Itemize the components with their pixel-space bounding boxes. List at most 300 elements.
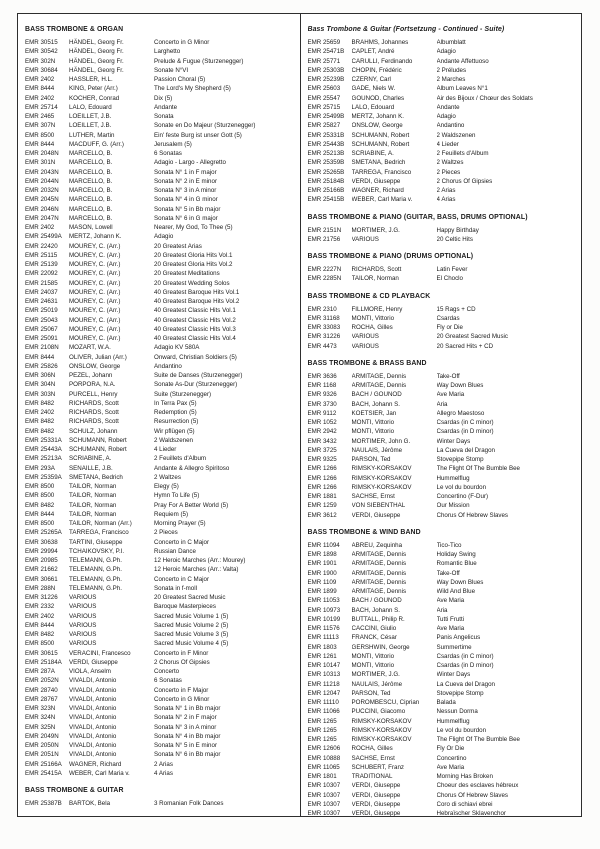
catalog-title: Concerto in C Major [154, 538, 210, 546]
catalog-composer: OLIVER, Julian (Arr.) [69, 353, 127, 361]
catalog-code: EMR 25331A [25, 436, 62, 444]
catalog-composer: BACH / GOUNOD [351, 597, 402, 605]
catalog-code: EMR 25659 [307, 39, 341, 46]
catalog-row [308, 652, 577, 661]
catalog-title: Sonata N° 6 in Bb major [154, 751, 221, 759]
catalog-composer: GOUNOD, Charles [351, 94, 405, 102]
catalog-title: Air des Bijoux / Chœur des Soldats [436, 94, 533, 102]
catalog-row [308, 541, 577, 550]
catalog-title: El Choclo [436, 275, 463, 283]
catalog-title: Sonate As-Dur (Sturzenegger) [154, 381, 238, 389]
catalog-row [308, 578, 577, 587]
catalog-composer: VIVALDI, Antonio [69, 714, 117, 722]
catalog-title: 2 Feuillets d'Album [436, 150, 489, 157]
catalog-title: Sonata N° 5 in E minor [154, 742, 218, 749]
catalog-composer: LUTHER, Martin [69, 131, 115, 139]
catalog-title: Concerto in F Major [154, 686, 209, 694]
catalog-composer: TAILOR, Norman [69, 510, 117, 518]
catalog-title: Elegy (5) [154, 483, 179, 490]
catalog-title: 20 Sacred Hits + CD [436, 342, 494, 350]
catalog-row [25, 445, 295, 454]
catalog-composer: HÄNDEL, Georg Fr. [69, 66, 124, 74]
catalog-title: Concerto in C Major [154, 575, 210, 583]
catalog-title: Sacred Music Volume 3 (5) [154, 631, 229, 638]
catalog-row [25, 251, 295, 260]
catalog-row [25, 473, 295, 482]
catalog-code: EMR 25166B [307, 187, 345, 194]
catalog-row [308, 689, 577, 698]
catalog-title: Sonata in f-moll [154, 584, 197, 592]
catalog-title: Happy Birthday [436, 226, 479, 234]
catalog-row [25, 57, 295, 66]
catalog-composer: SCHUMANN, Robert [69, 446, 127, 453]
catalog-title: Aria [436, 400, 448, 408]
catalog-composer: CARULLI, Ferdinando [351, 57, 413, 65]
catalog-title: Wir pflügen (5) [154, 427, 195, 435]
catalog-composer: TELEMANN, G.Ph. [69, 566, 122, 574]
catalog-row [25, 149, 295, 158]
catalog-composer: MARCELLO, B. [69, 159, 113, 167]
catalog-code: EMR 25184A [25, 658, 62, 666]
catalog-title: Aria [436, 606, 448, 614]
catalog-code: EMR 30638 [25, 538, 58, 546]
catalog-code: EMR 28767 [25, 695, 58, 703]
catalog-code: EMR 4473 [307, 342, 337, 350]
catalog-title: 40 Greatest Classic Hits Vol.4 [154, 335, 236, 342]
catalog-composer: VERDI, Giuseppe [351, 177, 401, 185]
catalog-code: EMR 9112 [307, 409, 337, 417]
catalog-row [25, 630, 295, 639]
catalog-composer: PARSON, Ted [351, 689, 391, 697]
catalog-title: Prelude & Fugue (Sturzenegger) [154, 57, 244, 65]
catalog-title: Tutti Frutti [436, 615, 465, 623]
catalog-code: EMR 1901 [307, 560, 337, 568]
catalog-sheet [17, 13, 582, 817]
catalog-title: Wild And Blue [436, 588, 476, 595]
catalog-title: Choeur des esclaves hébreux [436, 782, 519, 790]
catalog-row [25, 667, 295, 676]
catalog-code: EMR 11113 [307, 634, 339, 642]
catalog-row [25, 704, 295, 713]
catalog-row [25, 612, 295, 621]
catalog-title: 40 Greatest Classic Hits Vol.2 [154, 316, 236, 324]
catalog-row [308, 643, 577, 652]
catalog-code: EMR 304N [25, 381, 56, 389]
catalog-code: EMR 2151N [307, 226, 342, 234]
catalog-row [308, 511, 577, 520]
catalog-code: EMR 11066 [307, 708, 340, 716]
catalog-row [25, 223, 295, 232]
catalog-row [25, 658, 295, 667]
catalog-title: Le vol du bourdon [436, 483, 487, 491]
catalog-row [308, 559, 577, 568]
catalog-code: EMR 2227N [307, 266, 342, 273]
catalog-row [25, 676, 295, 685]
catalog-title: 20 Greatest Wedding Solos [154, 279, 230, 287]
catalog-code: EMR 25265A [25, 529, 62, 537]
catalog-title: Requiem (5) [154, 510, 189, 518]
catalog-row [308, 437, 577, 446]
catalog-code: EMR 8500 [25, 520, 55, 527]
catalog-code: EMR 30515 [25, 39, 58, 46]
catalog-title: 12 Heroic Marches (Arr.: Valta) [154, 566, 239, 574]
catalog-composer: MOUREY, C. (Arr.) [69, 316, 121, 324]
catalog-column-right [300, 14, 582, 816]
catalog-composer: RIMSKY-KORSAKOV [351, 717, 412, 725]
catalog-title: Latin Fever [436, 266, 468, 273]
catalog-title: Pray For A Better World (5) [154, 501, 229, 509]
catalog-title: Sonata N° 2 in F major [154, 714, 217, 722]
catalog-row [308, 492, 577, 501]
catalog-title: 2 Préludes [436, 66, 467, 74]
catalog-code: EMR 307N [25, 122, 56, 130]
catalog-code: EMR 2285N [307, 275, 342, 283]
catalog-title: Concerto in G Minor [154, 695, 210, 703]
catalog-code: EMR 2465 [25, 113, 55, 120]
section-heading: BASS TROMBONE & ORGAN [25, 26, 124, 33]
catalog-row [25, 408, 295, 417]
catalog-code: EMR 31226 [307, 333, 341, 341]
catalog-title: Sonata N° 5 in Bb major [154, 205, 221, 213]
catalog-code: EMR 1265 [307, 736, 337, 743]
catalog-code: EMR 8500 [25, 131, 55, 139]
catalog-code: EMR 2049N [25, 732, 59, 740]
catalog-row [308, 418, 577, 427]
catalog-composer: VIVALDI, Antonio [69, 705, 117, 712]
catalog-title: Morning Has Broken [436, 773, 493, 780]
catalog-row [308, 121, 577, 130]
catalog-composer: VARIOUS [69, 603, 97, 611]
catalog-row [308, 158, 577, 167]
catalog-code: EMR 11576 [307, 625, 340, 632]
catalog-composer: ARMITAGE, Dennis [351, 588, 407, 595]
catalog-code: EMR 325N [25, 723, 56, 731]
catalog-code: EMR 1265 [307, 717, 337, 725]
catalog-row [308, 57, 577, 66]
catalog-code: EMR 25359B [307, 159, 345, 167]
catalog-code: EMR 1265 [307, 726, 337, 734]
catalog-row [308, 381, 577, 390]
catalog-row [308, 474, 577, 483]
catalog-composer: CZERNY, Carl [351, 76, 391, 83]
catalog-code: EMR 2051N [25, 751, 59, 759]
catalog-row [25, 584, 295, 593]
catalog-row [308, 707, 577, 716]
catalog-code: EMR 3612 [307, 511, 337, 519]
catalog-title: Way Down Blues [436, 382, 484, 389]
catalog-row [25, 84, 295, 93]
catalog-composer: MONTI, Vittorio [351, 314, 395, 322]
catalog-row [308, 427, 577, 436]
catalog-title: 6 Sonatas [154, 677, 182, 685]
catalog-code: EMR 2942 [307, 428, 337, 436]
catalog-title: Passion Choral (5) [154, 76, 206, 83]
catalog-composer: TAILOR, Norman [69, 501, 117, 509]
section-heading: BASS TROMBONE & PIANO (DRUMS OPTIONAL) [307, 253, 474, 260]
catalog-composer: SCRIABINE, A. [69, 455, 112, 463]
catalog-row [25, 510, 295, 519]
catalog-code: EMR 29994 [25, 547, 58, 555]
catalog-code: EMR 3636 [307, 372, 337, 380]
catalog-title: Csardas (in C minor) [436, 652, 494, 660]
catalog-row [308, 314, 577, 323]
catalog-title: Winter Days [436, 437, 471, 445]
catalog-code: EMR 1052 [307, 419, 337, 426]
catalog-title: 3 Romanian Folk Dances [154, 800, 224, 807]
catalog-title: 4 Arias [436, 196, 456, 204]
catalog-row [25, 306, 295, 315]
catalog-row [308, 717, 577, 726]
catalog-code: EMR 24631 [25, 298, 58, 305]
catalog-composer: SCHUBERT, Franz [351, 763, 404, 771]
catalog-composer: VIVALDI, Antonio [69, 732, 117, 740]
catalog-composer: SACHSE, Ernst [351, 754, 395, 762]
catalog-composer: MOUREY, C. (Arr.) [69, 251, 121, 259]
catalog-code: EMR 11065 [307, 763, 340, 771]
catalog-composer: MOUREY, C. (Arr.) [69, 335, 121, 342]
catalog-title: Csardas (in D minor) [436, 662, 494, 669]
catalog-composer: TELEMANN, G.Ph. [69, 557, 122, 564]
catalog-title: Adagio KV 580A [154, 344, 200, 352]
catalog-code: EMR 10307 [307, 791, 341, 799]
catalog-row [25, 214, 295, 223]
catalog-code: EMR 22420 [25, 242, 58, 250]
catalog-row [308, 177, 577, 186]
catalog-row [308, 235, 577, 244]
catalog-row [25, 168, 295, 177]
catalog-title: Andante [436, 103, 460, 111]
catalog-composer: BARTOK, Bela [69, 800, 111, 807]
catalog-code: EMR 2052N [25, 677, 59, 685]
catalog-code: EMR 2402 [25, 76, 55, 83]
catalog-row [25, 621, 295, 630]
catalog-code: EMR 1898 [307, 551, 337, 558]
catalog-title: Albumblatt [436, 39, 466, 46]
catalog-composer: SMETANA, Bedrich [69, 473, 123, 481]
catalog-composer: VARIOUS [351, 235, 379, 243]
catalog-composer: ARMITAGE, Dennis [351, 569, 407, 577]
catalog-row [25, 556, 295, 565]
catalog-composer: TAILOR, Norman [351, 275, 399, 283]
catalog-row [308, 47, 577, 56]
catalog-composer: MONTI, Vittorio [351, 662, 395, 669]
catalog-title: Concerto in F Minor [154, 649, 209, 657]
catalog-title: Jerusalem (5) [154, 140, 192, 148]
catalog-row [25, 760, 295, 769]
catalog-row [25, 482, 295, 491]
catalog-code: EMR 25771 [307, 57, 341, 65]
catalog-row [308, 112, 577, 121]
catalog-title: Take-Off [436, 569, 460, 577]
catalog-row [25, 713, 295, 722]
catalog-row [25, 501, 295, 510]
catalog-code: EMR 25499B [307, 113, 345, 120]
catalog-title: 2 Chorus Of Gipsies [154, 658, 210, 666]
catalog-composer: VARIOUS [69, 612, 97, 620]
catalog-composer: VERDI, Giuseppe [351, 511, 401, 519]
catalog-row [25, 371, 295, 380]
catalog-composer: GADE, Niels W. [351, 85, 396, 93]
catalog-title: Album Leaves N°1 [436, 85, 488, 93]
catalog-code: EMR 2310 [307, 305, 337, 313]
catalog-row [25, 436, 295, 445]
catalog-title: Sonata N° 3 in A minor [154, 723, 217, 731]
catalog-title: Sonata N° 1 in F major [154, 168, 217, 176]
catalog-composer: LALO, Edouard [69, 103, 112, 111]
catalog-row [25, 695, 295, 704]
catalog-title: Suite de Danses (Sturzenegger) [154, 372, 243, 379]
catalog-title: Andantino [154, 362, 182, 370]
catalog-row [25, 343, 295, 352]
catalog-code: EMR 1881 [307, 493, 337, 500]
catalog-title: 2 Arias [154, 760, 173, 768]
catalog-composer: PURCELL, Henry [69, 390, 118, 398]
catalog-composer: RICHARDS, Scott [69, 409, 119, 416]
catalog-code: EMR 25265B [307, 168, 345, 176]
catalog-title: Adagio [436, 48, 456, 56]
catalog-title: Fly Or Die [436, 745, 465, 753]
catalog-code: EMR 2044N [25, 177, 59, 185]
catalog-title: Sacred Music Volume 1 (5) [154, 612, 229, 620]
catalog-composer: ROCHA, Gilles [351, 745, 393, 753]
catalog-code: EMR 287A [25, 668, 55, 675]
catalog-code: EMR 303N [25, 390, 56, 398]
catalog-title: The Lord's My Shepherd (5) [154, 85, 231, 93]
catalog-row [308, 698, 577, 707]
catalog-composer: MARCELLO, B. [69, 150, 113, 157]
catalog-code: EMR 1266 [307, 483, 337, 491]
catalog-row [308, 140, 577, 149]
catalog-composer: LOEILLET, J.B. [69, 113, 112, 120]
catalog-row [308, 726, 577, 735]
catalog-row [308, 265, 577, 274]
catalog-row [25, 639, 295, 648]
catalog-row [25, 269, 295, 278]
catalog-code: EMR 2402 [25, 94, 55, 102]
catalog-code: EMR 1266 [307, 474, 337, 482]
catalog-composer: MOUREY, C. (Arr.) [69, 279, 121, 287]
catalog-code: EMR 31226 [25, 594, 58, 601]
catalog-row [308, 735, 577, 744]
catalog-composer: TRADITIONAL [351, 773, 393, 780]
catalog-composer: VERDI, Giuseppe [351, 782, 401, 790]
catalog-row [25, 195, 295, 204]
catalog-title: Dix (5) [154, 94, 173, 102]
catalog-composer: WEBER, Carl Maria v. [351, 196, 413, 204]
catalog-title: Holiday Swing [436, 551, 476, 558]
catalog-composer: RICHARDS, Scott [69, 399, 119, 407]
catalog-title: Andante & Allegro Spiritoso [154, 464, 230, 472]
catalog-code: EMR 8444 [25, 85, 55, 93]
catalog-code: EMR 25827 [307, 122, 341, 130]
catalog-code: EMR 1803 [307, 643, 337, 651]
catalog-composer: TAILOR, Norman [69, 492, 117, 500]
catalog-code: EMR 25443B [307, 140, 345, 148]
catalog-row [308, 464, 577, 473]
catalog-composer: MONTI, Vittorio [351, 419, 395, 426]
catalog-composer: TAILOR, Norman [69, 483, 117, 490]
catalog-composer: TARREGA, Francisco [69, 529, 129, 537]
catalog-row [25, 686, 295, 695]
catalog-code: EMR 25139 [25, 261, 58, 268]
catalog-title: Ave Maria [436, 597, 465, 605]
catalog-composer: PEZEL, Johann [69, 372, 113, 379]
catalog-row [25, 519, 295, 528]
catalog-code: EMR 30684 [25, 66, 58, 74]
catalog-row [25, 538, 295, 547]
catalog-row [25, 723, 295, 732]
catalog-row [308, 606, 577, 615]
catalog-composer: RIMSKY-KORSAKOV [351, 465, 412, 473]
catalog-composer: VARIOUS [351, 342, 379, 350]
catalog-composer: BACH, Johann S. [351, 606, 400, 614]
catalog-composer: BACH, Johann S. [351, 400, 400, 408]
catalog-code: EMR 8444 [25, 353, 55, 361]
catalog-composer: RIMSKY-KORSAKOV [351, 483, 412, 491]
catalog-composer: RIMSKY-KORSAKOV [351, 736, 412, 743]
catalog-row [25, 547, 295, 556]
catalog-code: EMR 8482 [25, 399, 55, 407]
catalog-row [25, 427, 295, 436]
catalog-composer: VIVALDI, Antonio [69, 723, 117, 731]
catalog-title: Way Down Blues [436, 578, 484, 586]
catalog-title: Sonata N° 3 in A minor [154, 187, 217, 194]
catalog-code: EMR 30542 [25, 48, 58, 56]
catalog-composer: VERDI, Giuseppe [351, 810, 401, 816]
catalog-composer: VERDI, Giuseppe [351, 791, 401, 799]
catalog-row [25, 38, 295, 47]
catalog-code: EMR 1259 [307, 502, 337, 510]
catalog-row [25, 491, 295, 500]
catalog-composer: TCHAIKOVSKY, P.I. [69, 547, 125, 555]
catalog-composer: SENAILLE, J.B. [69, 464, 113, 472]
catalog-title: Tico-Tico [436, 541, 462, 549]
catalog-title: La Cueva del Dragon [436, 446, 495, 454]
catalog-composer: MASON, Lowell [69, 224, 113, 231]
catalog-row [308, 615, 577, 624]
catalog-code: EMR 302N [25, 57, 56, 65]
catalog-title: The Flight Of The Bumble Bee [436, 736, 520, 743]
catalog-row [25, 741, 295, 750]
catalog-code: EMR 25471B [307, 48, 345, 56]
catalog-code: EMR 25415B [307, 196, 345, 204]
catalog-composer: ABREU, Zequinha [351, 541, 403, 549]
catalog-composer: MOUREY, C. (Arr.) [69, 307, 121, 315]
catalog-composer: TARTINI, Giuseppe [69, 538, 123, 546]
catalog-title: 2 Chorus Of Gipsies [436, 177, 493, 185]
catalog-composer: MOUREY, C. (Arr.) [69, 242, 121, 250]
catalog-row [25, 390, 295, 399]
catalog-row [25, 205, 295, 214]
catalog-row [308, 400, 577, 409]
catalog-composer: MARCELLO, B. [69, 168, 113, 176]
catalog-title: La Cueva del Dragon [436, 680, 495, 688]
catalog-composer: VIVALDI, Antonio [69, 751, 117, 759]
catalog-code: EMR 25019 [25, 307, 58, 315]
catalog-composer: MORTIMER, J.G. [351, 671, 400, 679]
catalog-composer: VIOLA, Anselm [69, 668, 111, 675]
catalog-composer: TAILOR, Norman (Arr.) [69, 520, 132, 527]
catalog-row [308, 633, 577, 642]
catalog-composer: VARIOUS [69, 631, 97, 638]
catalog-row [25, 325, 295, 334]
catalog-code: EMR 20985 [25, 557, 58, 564]
catalog-row [25, 242, 295, 251]
catalog-code: EMR 8482 [25, 501, 55, 509]
catalog-code: EMR 2046N [25, 205, 59, 213]
catalog-title: Fly or Die [436, 324, 463, 331]
catalog-title: Stovepipe Stomp [436, 456, 484, 463]
